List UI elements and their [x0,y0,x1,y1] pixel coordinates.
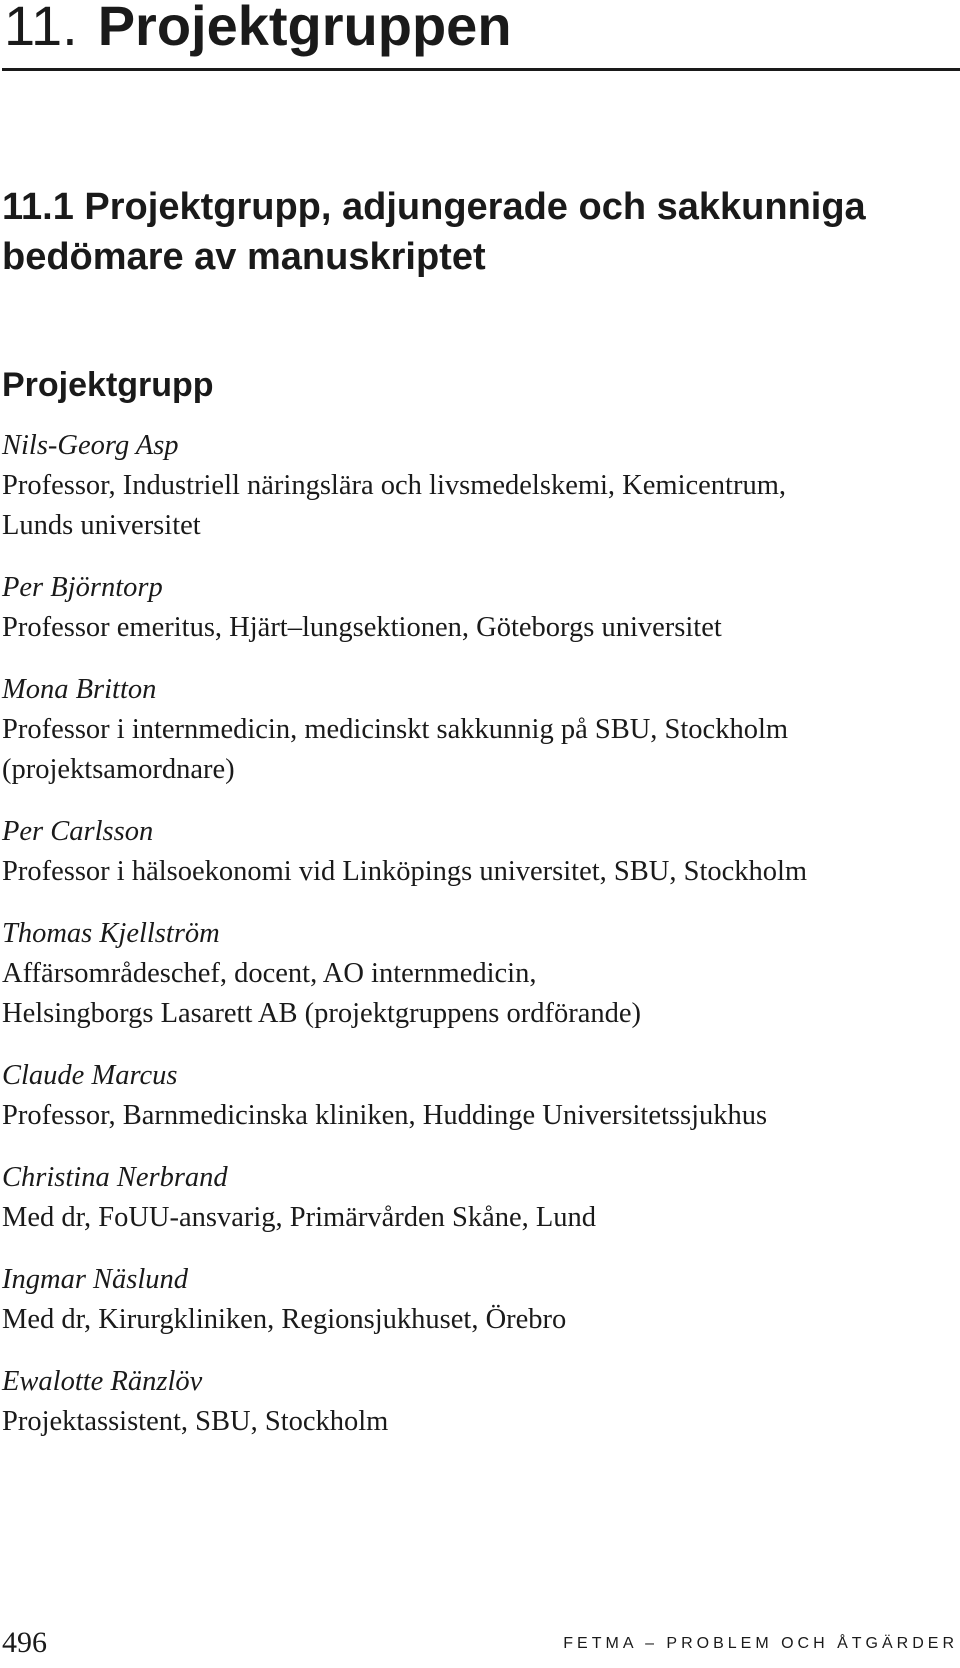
member-item [2,1260,952,1340]
section-title: 11.1 Projektgrupp, adjungerade och sakkunniga bedömare av manuskriptet [2,186,866,278]
member-description: Professor, Industriell näringslära och livsmedelskemi, Kemicentrum, Lunds universitet [2,470,787,541]
member-item [2,914,952,1034]
member-item [2,670,952,790]
member-list [2,426,952,1464]
member-item [2,568,952,648]
member-item [2,1362,952,1442]
member-name: Nils-Georg Asp [2,430,179,461]
member-item [2,1056,952,1136]
member-name: Per Carlsson [2,816,154,847]
member-description: Professor, Barnmedicinska kliniken, Huddinge Universitetssjukhus [2,1100,768,1131]
group-heading: Projektgrupp [2,366,214,404]
member-name: Mona Britton [2,674,157,705]
member-name: Claude Marcus [2,1060,178,1091]
member-description: Professor i internmedicin, medicinskt sakkunnig på SBU, Stockholm (projektsamordnare) [2,714,789,785]
member-description: Affärsområdeschef, docent, AO internmedicin, Helsingborgs Lasarett AB (projektgruppens ordförande) [2,958,641,1029]
member-item [2,426,952,546]
chapter-number: 11. [4,0,78,57]
member-item [2,1158,952,1238]
member-name: Christina Nerbrand [2,1162,228,1193]
member-description: Professor emeritus, Hjärt–lungsektionen, Göteborgs universitet [2,612,722,643]
member-item [2,812,952,892]
member-description: Professor i hälsoekonomi vid Linköpings universitet, SBU, Stockholm [2,856,808,887]
member-name: Ingmar Näslund [2,1264,189,1295]
member-description: Projektassistent, SBU, Stockholm [2,1406,389,1437]
member-name: Per Björntorp [2,572,163,603]
member-name: Thomas Kjellström [2,918,220,949]
page-number: 496 [2,1626,47,1659]
chapter-divider [2,68,960,71]
chapter-title-text: Projektgruppen [97,0,512,57]
running-footer-title: FETMA – PROBLEM OCH ÅTGÄRDER [563,1635,958,1652]
chapter-title [4,0,512,60]
member-name: Ewalotte Ränzlöv [2,1366,203,1397]
member-description: Med dr, FoUU-ansvarig, Primärvården Skåne, Lund [2,1202,597,1233]
member-description: Med dr, Kirurgkliniken, Regionsjukhuset, Örebro [2,1304,567,1335]
